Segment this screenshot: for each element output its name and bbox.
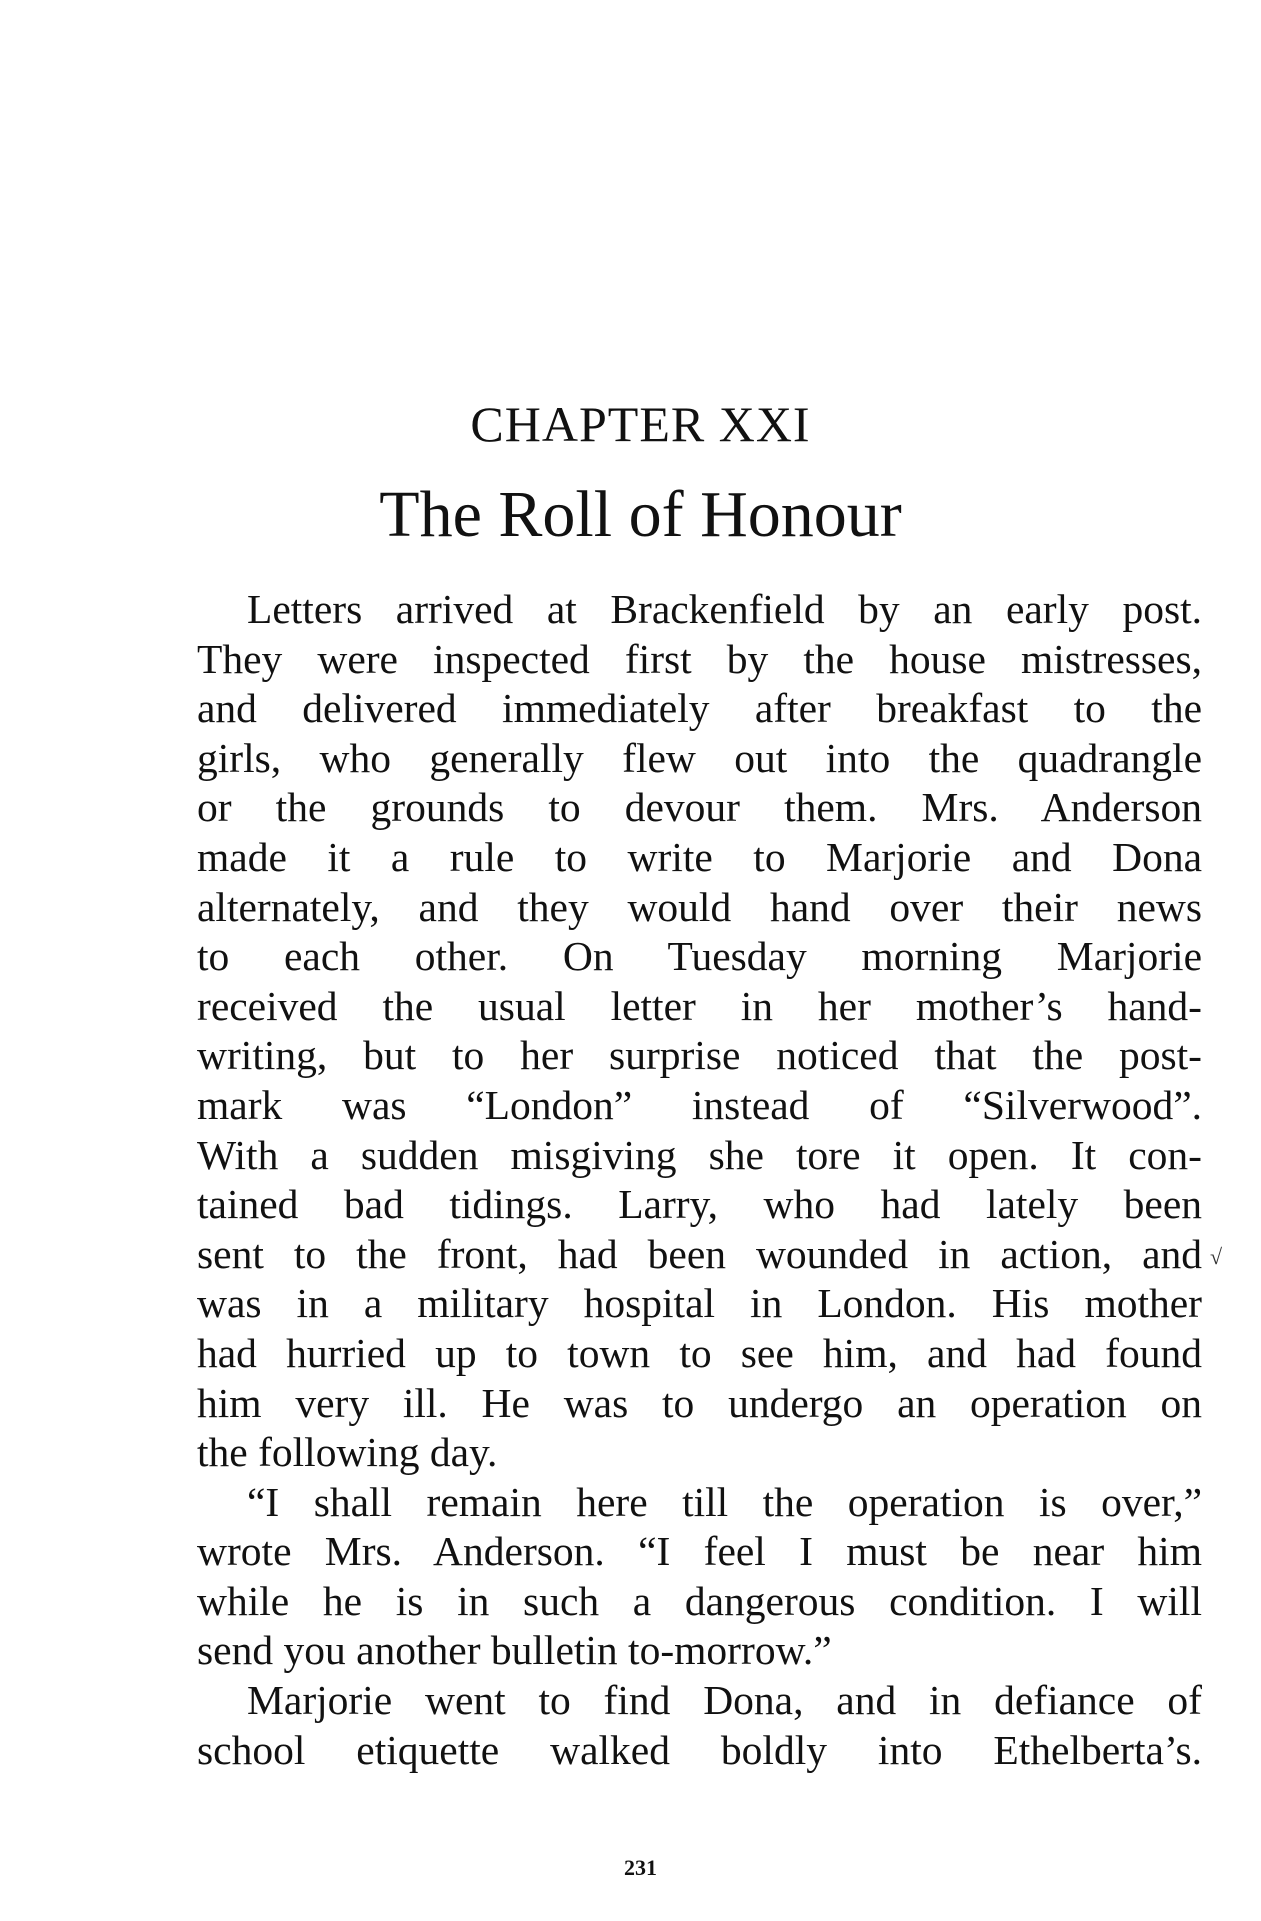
text-line: With a sudden misgiving she tore it open. It con- bbox=[197, 1131, 1202, 1178]
text-line: or the grounds to devour them. Mrs. Anderson bbox=[197, 784, 1202, 831]
chapter-number: CHAPTER XXI bbox=[470, 396, 811, 452]
text-line: writing, but to her surprise noticed that the post- bbox=[197, 1032, 1202, 1079]
chapter-title: The Roll of Honour bbox=[379, 478, 902, 551]
text-line: Marjorie went to find Dona, and in defiance of bbox=[247, 1677, 1202, 1724]
text-line: send you another bulletin to-morrow.” bbox=[197, 1627, 832, 1674]
text-line: Letters arrived at Brackenfield by an early post. bbox=[247, 586, 1202, 632]
text-line: was in a military hospital in London. His mother bbox=[197, 1280, 1202, 1327]
text-line: school etiquette walked boldly into Ethelberta’s. bbox=[197, 1726, 1202, 1773]
text-line: him very ill. He was to undergo an operation on bbox=[197, 1379, 1202, 1426]
text-line: made it a rule to write to Marjorie and Dona bbox=[197, 833, 1202, 880]
text-line: to each other. On Tuesday morning Marjorie bbox=[197, 933, 1202, 980]
text-line: wrote Mrs. Anderson. “I feel I must be near him bbox=[197, 1528, 1202, 1575]
text-line: had hurried up to town to see him, and had found bbox=[197, 1329, 1202, 1376]
text-line: They were inspected first by the house mistresses, bbox=[197, 635, 1202, 682]
text-line: and delivered immediately after breakfast to the bbox=[197, 685, 1202, 732]
text-line: mark was “London” instead of “Silverwood”. bbox=[197, 1081, 1202, 1128]
margin-pencil-mark: √ bbox=[1210, 1244, 1223, 1269]
text-line: girls, who generally flew out into the quadrangle bbox=[197, 734, 1202, 781]
page-number: 231 bbox=[624, 1855, 657, 1880]
text-line: alternately, and they would hand over their news bbox=[197, 883, 1202, 930]
text-line: while he is in such a dangerous condition. I will bbox=[197, 1577, 1202, 1624]
text-line: received the usual letter in her mother’s hand- bbox=[197, 982, 1202, 1029]
body-text bbox=[197, 585, 1202, 1775]
text-line: sent to the front, had been wounded in action, and bbox=[197, 1230, 1202, 1277]
text-line: the following day. bbox=[197, 1429, 498, 1476]
text-line: “I shall remain here till the operation is over,” bbox=[247, 1478, 1202, 1525]
text-line: tained bad tidings. Larry, who had lately been bbox=[197, 1181, 1202, 1228]
